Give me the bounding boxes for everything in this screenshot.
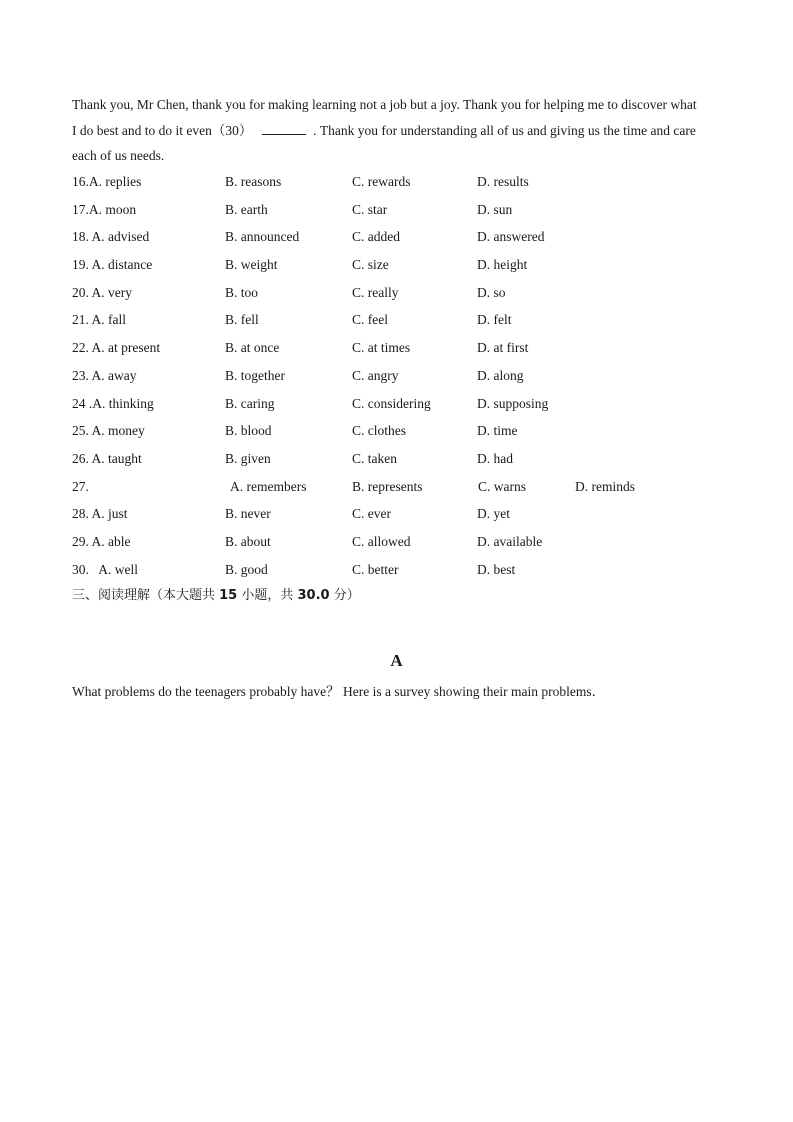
question-26 [72,445,732,473]
option-c: C. clothes [352,423,406,439]
option-a: 19. A. distance [72,257,153,273]
question-23 [72,362,732,390]
section-points: 30.0 [297,588,330,603]
option-a: 30. A. well [72,561,138,577]
option-a: 20. A. very [72,284,132,300]
option-d: D. reminds [575,478,635,494]
option-b: B. good [225,561,268,577]
option-c: C. angry [352,367,399,383]
option-d: D. results [477,174,529,189]
option-a: A. remembers [230,478,307,494]
option-d: D. available [477,533,543,549]
option-b: B. represents [352,478,423,494]
option-a: 24 .A. thinking [72,395,154,411]
option-a: 18. A. advised [72,229,150,245]
part-heading: A [390,651,403,670]
option-d: D. answered [477,229,545,245]
question-25 [72,417,732,445]
option-d: D. yet [477,506,510,522]
section-title-middle: 小题，共 [237,588,298,603]
option-c: C. warns [478,478,526,494]
option-b: B. weight [225,257,278,273]
question-24 [72,390,732,418]
option-c: C. added [352,229,400,245]
section-title [72,586,360,606]
question-20 [72,279,732,307]
option-a: 25. A. money [72,423,145,439]
question-27 [72,473,732,501]
option-b: B. never [225,506,271,522]
option-b: B. fell [225,312,259,328]
question-list [72,168,732,583]
option-a: 29. A. able [72,533,131,549]
passage-line-2-start: I do best and to do it even（30） [72,122,253,138]
reading-intro: What problems do the teenagers probably have？ Here is a survey showing their main problems． [72,684,606,699]
option-c: C. size [352,257,389,273]
question-22 [72,334,732,362]
option-a: 21. A. fall [72,312,126,328]
passage-line-2-end: . Thank you for understanding all of us and giving us the time and care [313,122,696,138]
section-question-count: 15 [219,588,238,603]
passage-line-3: each of us needs. [72,148,165,163]
passage-line-1: Thank you, Mr Chen, thank you for making learning not a job but a joy. Thank you for helping me to discover what [72,97,697,112]
option-b: B. at once [225,340,280,356]
option-b: B. given [225,450,271,466]
question-29 [72,528,732,556]
question-30 [72,556,732,584]
option-d: D. so [477,284,506,300]
passage-text [72,92,732,169]
option-d: D. best [477,561,516,577]
option-c: C. allowed [352,533,411,549]
option-b: B. together [225,367,285,383]
option-c: C. ever [352,506,391,522]
option-a: 28. A. just [72,506,128,522]
question-number: 27. [72,478,89,494]
option-c: C. better [352,561,399,577]
option-a: 22. A. at present [72,340,161,356]
option-c: C. star [352,201,388,217]
section-title-suffix: 分） [329,588,360,603]
option-d: D. at first [477,340,529,356]
question-28 [72,500,732,528]
option-d: D. sun [477,201,513,217]
question-18 [72,223,732,251]
option-a: 26. A. taught [72,450,142,466]
question-21 [72,306,732,334]
option-c: C. taken [352,450,397,466]
question-19 [72,251,732,279]
option-d: D. height [477,257,528,273]
option-b: B. caring [225,395,275,411]
question-16 [72,168,732,196]
answer-blank-30 [262,120,306,135]
option-b: B. announced [225,229,300,245]
option-a: 23. A. away [72,367,137,383]
option-c: C. at times [352,340,411,356]
option-d: D. supposing [477,395,549,411]
option-b: B. reasons [225,174,282,189]
option-d: D. had [477,450,513,466]
passage-line-2 [72,118,732,144]
option-d: D. along [477,367,524,383]
option-b: B. earth [225,201,268,217]
option-c: C. feel [352,312,388,328]
option-a: 17.A. moon [72,201,137,217]
option-b: B. about [225,533,271,549]
option-d: D. time [477,423,518,439]
section-title-prefix: 三、阅读理解（本大题共 [72,588,220,603]
question-17 [72,196,732,224]
option-d: D. felt [477,312,512,328]
option-a: 16.A. replies [72,174,142,189]
option-c: C. rewards [352,174,411,189]
option-c: C. really [352,284,399,300]
option-c: C. considering [352,395,431,411]
option-b: B. too [225,284,259,300]
option-b: B. blood [225,423,272,439]
